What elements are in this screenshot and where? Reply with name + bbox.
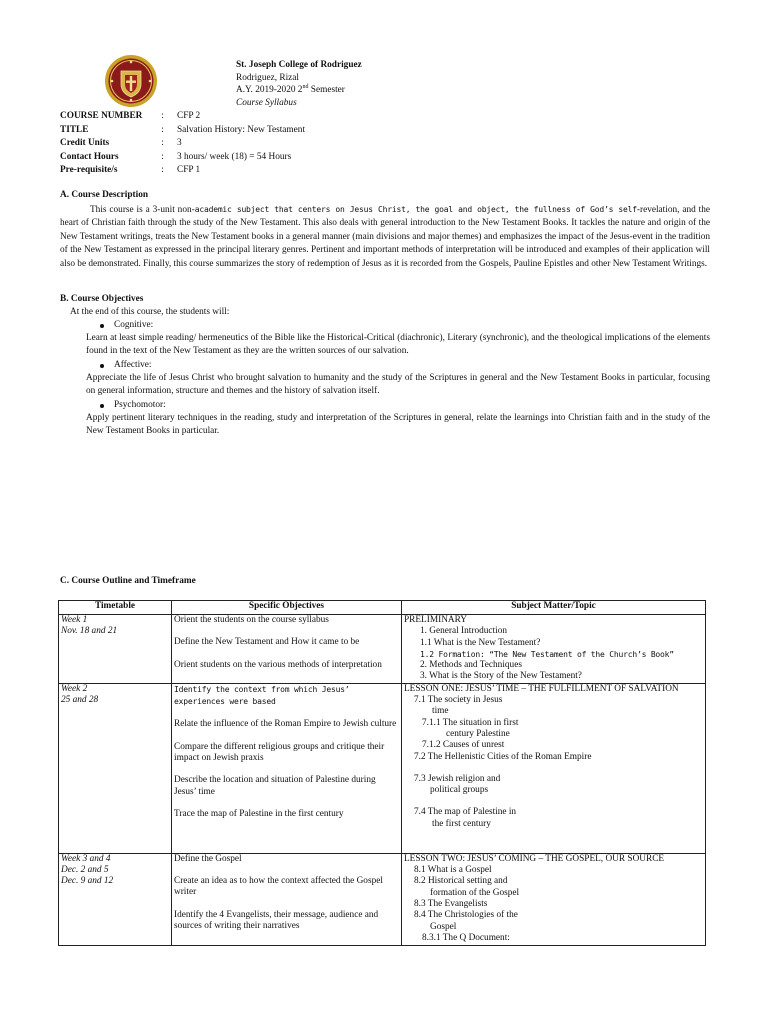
objective-item: Identify the 4 Evangelists, their message, audience and sources of writing their narratives xyxy=(174,909,379,931)
course-info xyxy=(60,110,480,178)
bullet-psychomotor xyxy=(100,399,166,412)
affective-label: Affective: xyxy=(114,360,152,370)
colon: : xyxy=(161,111,164,121)
psychomotor-label: Psychomotor: xyxy=(114,400,166,410)
dates-label: Nov. 18 and 21 xyxy=(61,626,118,637)
contact-hours-value: 3 hours/ week (18) = 54 Hours xyxy=(177,151,292,162)
objective-item: Create an idea as to how the context affected the Gospel writer xyxy=(174,876,383,898)
course-info-row xyxy=(60,110,480,124)
objectives-cell xyxy=(172,615,402,684)
academic-year: A.Y. 2019-2020 2nd Semester xyxy=(236,84,345,96)
bullet-dot-icon xyxy=(100,364,104,368)
topic-item: 7.4 The map of Palestine in xyxy=(414,807,517,818)
objective-item: Describe the location and situation of Palestine during Jesus’ time xyxy=(174,775,376,797)
topic-item: time xyxy=(432,706,449,717)
prerequisite-label: Pre-requisite/s xyxy=(60,165,118,175)
course-info-row xyxy=(60,137,480,151)
course-description-heading: A. Course Description xyxy=(60,190,149,200)
timetable-cell xyxy=(59,683,172,853)
topic-item: 1.2 Formation: “The New Testament of the Church’s Book” xyxy=(420,649,674,659)
course-info-row xyxy=(60,124,480,138)
dates-label: Dec. 9 and 12 xyxy=(61,876,114,887)
week-label: Week 3 and 4 xyxy=(61,853,111,864)
course-info-row xyxy=(60,151,480,165)
credit-units-value: 3 xyxy=(177,138,182,148)
bullet-dot-icon xyxy=(100,404,104,408)
objective-item: Define the New Testament and How it came to be xyxy=(174,637,360,648)
topic-item: political groups xyxy=(430,785,489,796)
topic-item: 7.2 The Hellenistic Cities of the Roman Empire xyxy=(414,751,592,762)
colon: : xyxy=(161,165,164,175)
timetable-cell xyxy=(59,853,172,945)
topic-item: LESSON TWO: JESUS’ COMING – THE GOSPEL, OUR SOURCE xyxy=(404,853,665,864)
topic-item: formation of the Gospel xyxy=(430,887,520,898)
topic-item: century Palestine xyxy=(446,728,510,739)
topics-cell xyxy=(402,683,706,853)
col-header-objectives: Specific Objectives xyxy=(172,601,402,615)
week-label: Week 1 xyxy=(61,615,88,625)
title-label: TITLE xyxy=(60,124,89,135)
topic-item: 2. Methods and Techniques xyxy=(420,660,522,671)
topic-item: 7.3 Jewish religion and xyxy=(414,773,501,784)
topic-item: 8.3.1 The Q Document: xyxy=(422,932,510,943)
topics-cell xyxy=(402,615,706,684)
bullet-cognitive xyxy=(100,319,153,332)
topic-item: Gospel xyxy=(430,921,457,932)
psychomotor-text: Apply pertinent literary techniques in the reading, study and interpretation of the Scriptures in general, relate the learnings into Christian faith and in the study of the New Testament Books in particular. xyxy=(86,413,710,437)
course-objectives-heading: B. Course Objectives xyxy=(60,294,144,304)
course-number-label: COURSE NUMBER xyxy=(60,111,143,121)
topic-item: the first century xyxy=(432,818,491,829)
college-seal-logo xyxy=(104,54,158,108)
affective-text: Appreciate the life of Jesus Christ who brought salvation to humanity and the study of the Scriptures in general and the New Testament Books in particular, focusing on general information, structure and themes and the history of salvation itself. xyxy=(86,373,710,397)
colon: : xyxy=(161,138,164,148)
table-header-row xyxy=(59,601,706,615)
topic-item: 7.1 The society in Jesus xyxy=(414,695,503,706)
topic-item: 8.2 Historical setting and xyxy=(414,876,508,887)
objective-item: Define the Gospel xyxy=(174,853,242,864)
cognitive-text: Learn at least simple reading/ hermeneutics of the Bible like the Historical-Critical (diachronic), Literary (synchronic), and the theological implications of the elements found in the text of the New Testament as they are the written sources of our salvation. xyxy=(86,333,710,357)
school-name: St. Joseph College of Rodriguez xyxy=(236,60,362,70)
course-description-text: This course is a 3-unit non-academic subject that centers on Jesus Christ, the goal and object, the fullness of God’s self-revelation, and the heart of Christian faith through the study of the New Testament. This also deals with general introduction to the New Testament Books. It tackles the nature and origin of the New Testament writings, treats the New Testament books in a general manner (main divisions and major themes) and emphasizes the impact of the Jesus-event in the tradition of the New Testament as expressed in the principal literary genres. Pertinent and important methods of interpretation will be introduced and examples of their application will also be demonstrated. Finally, this course summarizes the story of redemption of Jesus as it is recorded from the Gospels, Pauline Epistles and other New Testament Writings. xyxy=(60,205,710,269)
credit-units-label: Credit Units xyxy=(60,138,110,148)
course-number-value: CFP 2 xyxy=(177,111,201,121)
table-row xyxy=(59,615,706,684)
course-outline-table xyxy=(58,600,706,946)
table-row xyxy=(59,683,706,853)
bullet-affective xyxy=(100,359,152,372)
colon: : xyxy=(161,151,164,162)
objective-item: Trace the map of Palestine in the first century xyxy=(174,808,344,819)
objective-item: Compare the different religious groups and critique their impact on Jewish praxis xyxy=(174,741,385,763)
objectives-cell xyxy=(172,683,402,853)
topic-item: 8.3 The Evangelists xyxy=(414,898,488,909)
dates-label: Dec. 2 and 5 xyxy=(61,865,109,876)
topic-item: 8.4 The Christologies of the xyxy=(414,910,518,921)
topic-item: 1. General Introduction xyxy=(420,626,507,637)
objectives-cell xyxy=(172,853,402,945)
topic-item: 3. What is the Story of the New Testament? xyxy=(420,671,582,682)
topic-item: 7.1.2 Causes of unrest xyxy=(422,740,505,751)
objective-item: Relate the influence of the Roman Empire to Jewish culture xyxy=(174,719,397,730)
course-info-row xyxy=(60,164,480,178)
objective-item: Orient students on the various methods of interpretation xyxy=(174,659,382,670)
title-value: Salvation History: New Testament xyxy=(177,124,306,135)
col-header-timetable: Timetable xyxy=(59,601,172,615)
document-type: Course Syllabus xyxy=(236,97,297,108)
course-outline-heading: C. Course Outline and Timeframe xyxy=(60,576,196,586)
cognitive-label: Cognitive: xyxy=(114,320,154,330)
colon: : xyxy=(161,124,164,135)
topic-item: 1.1 What is the New Testament? xyxy=(420,637,541,648)
table-row xyxy=(59,853,706,945)
contact-hours-label: Contact Hours xyxy=(60,151,119,162)
topic-item: 8.1 What is a Gospel xyxy=(414,865,492,876)
timetable-cell xyxy=(59,615,172,684)
dates-label: 25 and 28 xyxy=(61,695,99,706)
topic-item: 7.1.1 The situation in first xyxy=(422,717,519,728)
objectives-intro: At the end of this course, the students will: xyxy=(70,307,230,317)
topics-cell xyxy=(402,853,706,945)
school-location: Rodriguez, Rizal xyxy=(236,72,299,83)
week-label: Week 2 xyxy=(61,683,88,694)
topic-item: PRELIMINARY xyxy=(404,615,468,625)
objective-item: Orient the students on the course syllabus xyxy=(174,615,329,625)
bullet-dot-icon xyxy=(100,324,104,328)
topic-item: LESSON ONE: JESUS’ TIME – THE FULFILLMENT OF SALVATION xyxy=(404,683,679,694)
prerequisite-value: CFP 1 xyxy=(177,165,201,175)
col-header-topic: Subject Matter/Topic xyxy=(402,601,706,615)
school-header xyxy=(236,59,362,109)
objective-item: Identify the context from which Jesus’ experiences were based xyxy=(174,684,350,707)
